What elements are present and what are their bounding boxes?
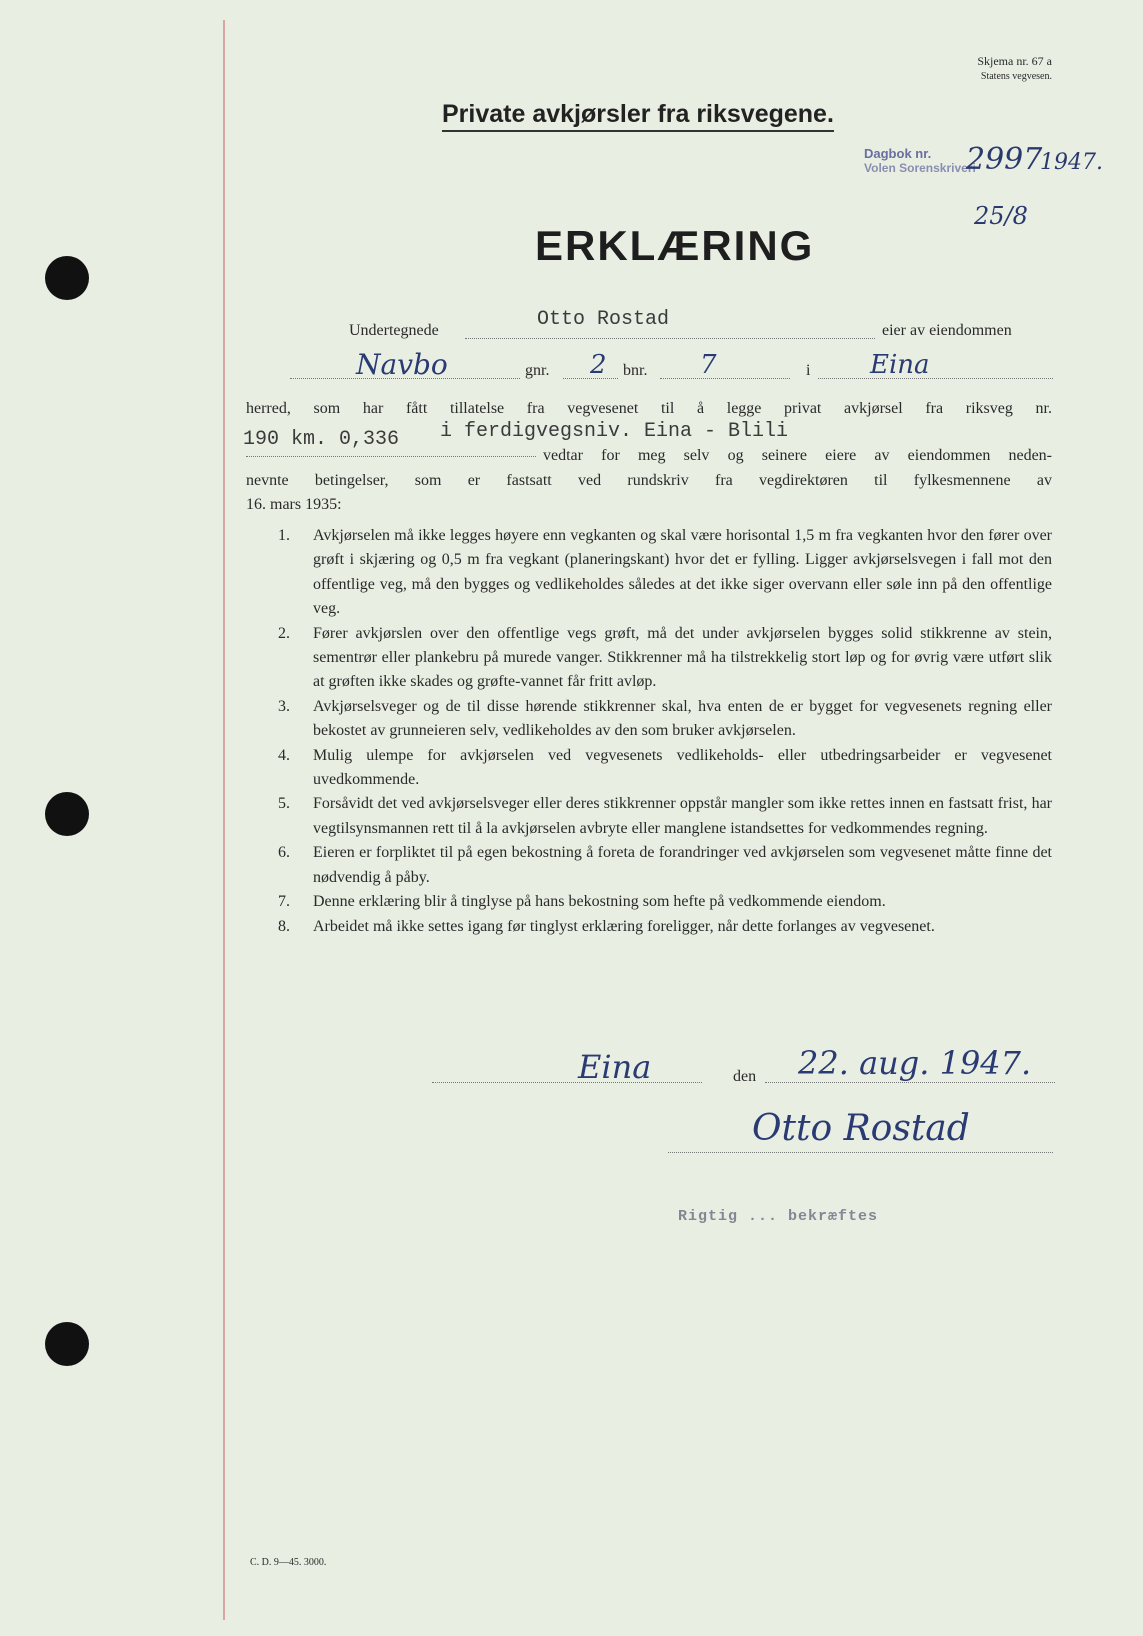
stamp-office: Volen Sorenskriveri [864,161,976,175]
condition-text: Fører avkjørslen over den offentlige vegs grøft, må det under avkjørselen bygges solid stikkrenne av stein, sementrør eller plankebru på murede vanger. Stikkrenner må ha tilstrekkelig stort løp og for øvrig være utført slik at grøften ikke skades og grøfte-vannet får fritt avløp. [313,624,1052,691]
signing-date: 22. aug. 1947. [798,1044,1032,1082]
document-title: ERKLÆRING [535,222,815,269]
condition-text: Avkjørselen må ikke legges høyere enn vegkanten og skal være horisontal 1,5 m fra vegkanten hvor den fører over grøft i skjæring og 0,5 m fra vegkant (planeringskant) hvor det er fylling. Ligger avkjørselsvegen i fall mot den offentlige veg, må den bygges og vedlikeholdes således at det ikke siger overvann eller søle inn på den offentlige veg. [313,527,1052,618]
dotted-line [660,378,790,379]
declarant-name: Otto Rostad [537,308,670,331]
condition-item [270,695,1052,744]
condition-item [270,915,1052,939]
punch-hole [45,1322,89,1366]
condition-text: Arbeidet må ikke settes igang før tinglyst erklæring foreligger, når dette forlanges av vegvesenet. [313,917,935,935]
municipality-value: Eina [870,350,930,380]
print-code: C. D. 9—45. 3000. [250,1557,327,1568]
body-line-4: 16. mars 1935: [246,496,342,513]
condition-text: Mulig ulempe for avkjørselen ved vegvesenets vedlikeholds- eller utbedringsarbeider er vegvesenet uvedkommende. [313,746,1052,789]
condition-number: 1. [278,527,290,544]
condition-item [270,524,1052,622]
dotted-line [246,456,536,457]
gnr-value: 2 [590,350,607,380]
condition-item [270,890,1052,914]
condition-text: Avkjørselsveger og de til disse hørende stikkrenner skal, hva enten de er bygget for vegvesenets regning eller bekostet av grunneieren selv, vedlikeholdes av den som bruker avkjørselen. [313,697,1052,740]
gnr-label: gnr. [525,362,550,379]
body-line-1: herred, som har fått tillatelse fra vegvesenet til å legge privat avkjørsel fra riksveg nr. [246,400,1052,417]
stamp-number: 2997 [966,142,1043,177]
signature: Otto Rostad [752,1108,970,1149]
registry-stamp [864,146,976,175]
dotted-line [818,378,1053,379]
condition-number: 8. [278,917,290,935]
margin-line [223,20,225,1620]
form-reference [937,54,1052,84]
dotted-line [563,378,618,379]
condition-text: Forsåvidt det ved avkjørselsveger eller deres stikkrenner oppstår mangler som ikke rettes innen en fastsatt frist, har vegtilsynsmannen rett til å la avkjørselen avbryte eller manglene istandsettes for vedkommendes regning. [313,795,1052,837]
condition-item [270,622,1052,695]
stamp-year: 1947. [1040,150,1103,175]
condition-item [270,841,1052,890]
road-place: i ferdigvegsniv. Eina - Blili [440,420,789,443]
verification-stamp: Rigtig ... bekræftes [678,1208,879,1225]
dotted-line [432,1082,702,1083]
condition-text: Denne erklæring blir å tinglyse på hans bekostning som hefte på vedkommende eiendom. [313,893,886,911]
bnr-label: bnr. [623,362,648,379]
bnr-value: 7 [700,350,717,380]
form-issuer: Statens vegvesen. [980,71,1052,82]
dotted-line [465,338,875,339]
stamp-label: Dagbok nr. [864,146,932,161]
conditions-list [270,524,1052,939]
body-line-3: nevnte betingelser, som er fastsatt ved rundskriv fra vegdirektøren til fylkesmennene av [246,472,1052,489]
condition-item [270,792,1052,841]
condition-number: 2. [278,624,290,642]
property-name: Navbo [356,348,448,381]
condition-text: Eieren er forpliktet til på egen bekostning å foreta de forandringer ved avkjørselen som vegvesenet måtte finne det nødvendig å påby. [313,844,1052,886]
stamp-date: 25/8 [974,202,1028,230]
dotted-line [765,1082,1055,1083]
document-heading: Private avkjørsler fra riksvegene. [442,100,834,132]
condition-number: 5. [278,795,290,813]
punch-hole [45,256,89,300]
form-number: Skjema nr. 67 a [977,54,1052,68]
punch-hole [45,792,89,836]
condition-number: 3. [278,697,290,715]
road-number: 190 km. 0,336 [243,428,400,451]
condition-number: 4. [278,746,290,764]
condition-number: 7. [278,893,290,911]
signing-place: Eina [578,1048,652,1086]
declarant-prefix: Undertegnede [349,322,439,339]
dotted-line [668,1152,1053,1153]
declarant-suffix: eier av eiendommen [882,322,1012,339]
condition-number: 6. [278,844,290,862]
condition-item [270,744,1052,793]
i-label: i [806,362,811,379]
den-label: den [733,1068,757,1085]
body-line-2: vedtar for meg selv og seinere eiere av eiendommen neden- [543,447,1052,464]
dotted-line [290,378,520,379]
